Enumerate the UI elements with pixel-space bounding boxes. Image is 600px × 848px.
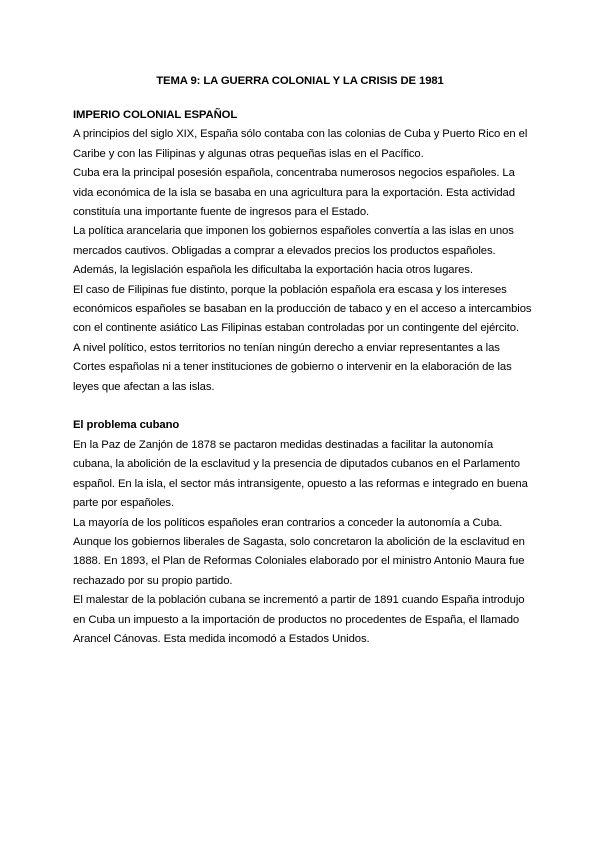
paragraph: El malestar de la población cubana se incrementó a partir de 1891 cuando España introdujo en Cuba un impuesto a la importación de productos no procedentes de España, el llamado Arancel Cánovas. Esta medida incomodó a Estados Unidos. [73, 594, 525, 645]
paragraph: La política arancelaria que imponen los gobiernos españoles convertía a las islas en unos mercados cautivos. Obligadas a comprar a elevados precios los productos españoles. Además, la legislación española les dificultaba la exportación hacia otros lugares. [73, 225, 514, 277]
section-heading: IMPERIO COLONIAL ESPAÑOL [73, 109, 238, 121]
paragraph: La mayoría de los políticos españoles eran contrarios a conceder la autonomía a Cuba. Aunque los gobiernos liberales de Sagasta, solo concretaron la abolición de la esclavitud en 1888. En 1893, el Plan de Reformas Coloniales elaborado por el ministro Antonio Maura fue rechazado por su propio partido. [73, 516, 525, 587]
section-imperio-colonial [73, 106, 533, 397]
paragraph: A principios del siglo XIX, España sólo contaba con las colonias de Cuba y Puerto Rico en el Caribe y con las Filipinas y algunas otras pequeñas islas en el Pacífico. [73, 128, 528, 160]
section-spacer [73, 397, 533, 416]
paragraph: En la Paz de Zanjón de 1878 se pactaron medidas destinadas a facilitar la autonomía cubana, la abolición de la esclavitud y la presencia de diputados cubanos en el Parlamento español. En la isla, el sector más intransigente, opuesto a las reformas e integrado en buena parte por españoles. [73, 438, 528, 510]
paragraph: El caso de Filipinas fue distinto, porque la población española era escasa y los intereses económicos españoles se basaban en la producción de tabaco y en el acceso a intercambios con el continente asiático Las Filipinas estaban controladas por un contingente del ejército. [73, 283, 532, 335]
section-problema-cubano [73, 416, 533, 649]
paragraph: A nivel político, estos territorios no tenían ningún derecho a enviar representantes a las Cortes españolas ni a tener instituciones de gobierno o intervenir en la elaboración de las leyes que afectan a las islas. [73, 341, 512, 393]
document-title: TEMA 9: LA GUERRA COLONIAL Y LA CRISIS DE 1981 [156, 75, 444, 87]
section-heading: El problema cubano [73, 419, 180, 432]
document-body [73, 106, 533, 649]
paragraph: Cuba era la principal posesión española, concentraba numerosos negocios españoles. La vida económica de la isla se basaba en una agricultura para la exportación. Esta actividad constituía una importante fuente de ingresos para el Estado. [73, 167, 515, 219]
